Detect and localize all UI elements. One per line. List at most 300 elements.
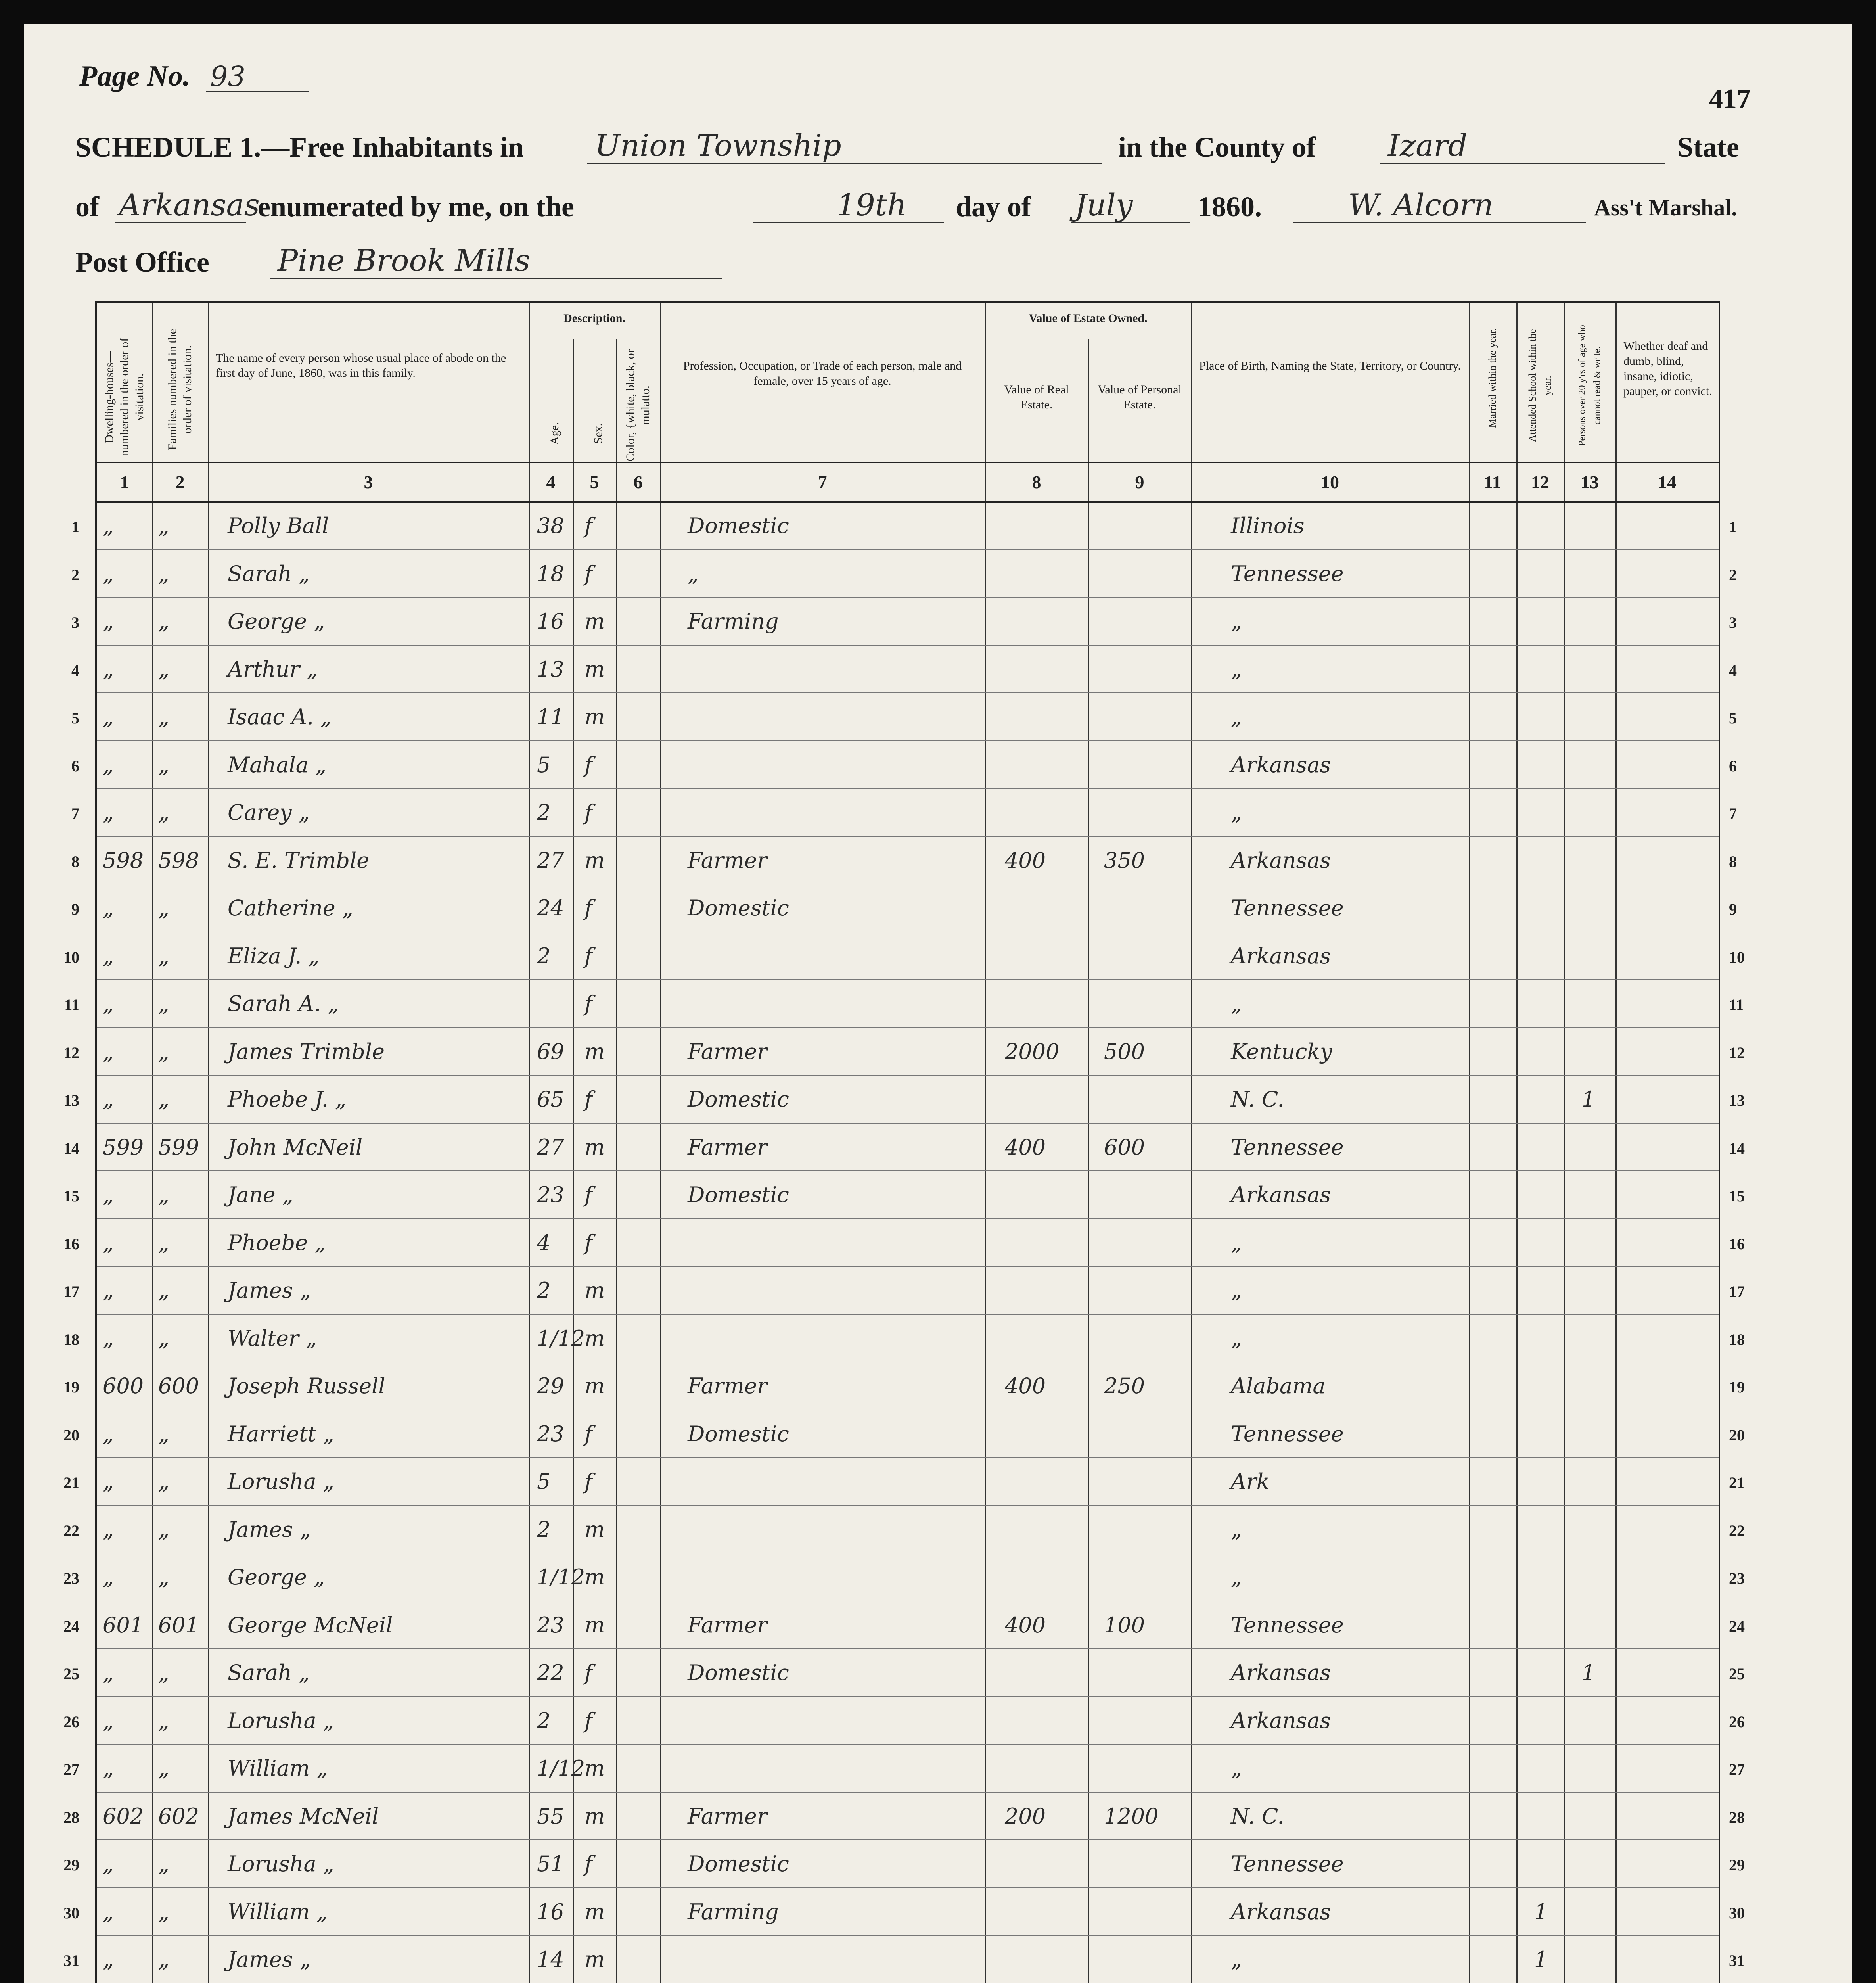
header-condition: Whether deaf and dumb, blind, insane, idiotic, pauper, or convict.: [1623, 339, 1712, 398]
birthplace-value: Tennessee: [1231, 1851, 1344, 1876]
age-value: 65: [537, 1087, 564, 1112]
col-divider: [1564, 303, 1565, 1983]
day-underline: [753, 222, 944, 223]
column-number: 10: [1321, 472, 1339, 492]
row-divider: [97, 979, 1719, 980]
row-divider: [97, 836, 1719, 837]
col-divider: [529, 303, 530, 1983]
row-number: 19: [63, 1378, 79, 1396]
person-name: S. E. Trimble: [228, 848, 370, 873]
personal-estate-value: 500: [1104, 1039, 1145, 1064]
col-divider: [573, 339, 574, 1983]
row-number: 2: [1729, 566, 1737, 584]
row-number: 18: [63, 1330, 79, 1348]
post-office-underline: [270, 278, 722, 279]
sex-value: m: [584, 1565, 605, 1590]
birthplace-value: „: [1231, 800, 1242, 825]
column-number: 1: [120, 472, 129, 492]
column-number: 13: [1581, 472, 1599, 492]
age-value: 2: [537, 800, 551, 825]
age-value: 51: [537, 1851, 564, 1876]
row-number: 1: [1729, 518, 1737, 536]
person-name: Sarah A. „: [228, 991, 339, 1016]
sex-value: m: [584, 1278, 605, 1303]
age-value: 23: [537, 1421, 564, 1446]
day-of-label: day of: [956, 191, 1031, 222]
school-mark: 1: [1534, 1899, 1548, 1924]
person-name: Lorusha „: [228, 1469, 334, 1494]
row-divider: [97, 1792, 1719, 1793]
sex-value: m: [584, 656, 605, 682]
state-underline: [115, 222, 246, 223]
row-number: 4: [71, 661, 79, 679]
age-value: 5: [537, 1469, 551, 1494]
row-number: 13: [63, 1091, 79, 1109]
row-number: 17: [1729, 1283, 1745, 1300]
header-real-estate: Value of Real Estate.: [1004, 383, 1069, 411]
header-dwelling: [97, 311, 152, 458]
family-number: „: [158, 991, 169, 1016]
real-estate-value: 400: [1005, 1373, 1046, 1398]
age-value: 22: [537, 1660, 564, 1685]
family-number: „: [158, 1469, 169, 1494]
personal-estate-value: 1200: [1104, 1803, 1159, 1829]
sex-value: f: [584, 561, 592, 586]
column-number: 11: [1484, 472, 1501, 492]
family-number: „: [158, 1421, 169, 1446]
occupation-value: Domestic: [688, 513, 789, 538]
occupation-value: Farmer: [688, 1134, 767, 1160]
age-value: 2: [537, 943, 551, 968]
birthplace-value: N. C.: [1231, 1803, 1284, 1829]
row-number: 31: [1729, 1952, 1745, 1970]
row-number: 13: [1729, 1091, 1745, 1109]
family-number: „: [158, 513, 169, 538]
header-family-text: Families numbered in the order of visitation.: [166, 329, 194, 450]
row-number: 25: [1729, 1665, 1745, 1683]
header-description: Description.: [563, 312, 625, 325]
row-number: 14: [1729, 1139, 1745, 1157]
birthplace-value: „: [1231, 609, 1242, 634]
family-number: „: [158, 943, 169, 968]
day-value: 19th: [837, 187, 907, 222]
row-number: 12: [1729, 1043, 1745, 1062]
dwelling-number: „: [103, 656, 114, 682]
real-estate-value: 400: [1005, 1612, 1046, 1638]
row-number: 5: [1729, 709, 1737, 727]
person-name: Sarah „: [228, 561, 310, 586]
occupation-value: Domestic: [688, 1851, 789, 1876]
family-number: „: [158, 1899, 169, 1924]
birthplace-value: Illinois: [1231, 513, 1305, 538]
col-divider: [1516, 303, 1518, 1983]
census-table: [95, 301, 1720, 1983]
sex-value: m: [584, 1756, 605, 1781]
occupation-value: Domestic: [688, 1660, 789, 1685]
column-number: 7: [818, 472, 827, 492]
birthplace-value: „: [1231, 991, 1242, 1016]
occupation-value: Farming: [688, 609, 779, 634]
family-number: „: [158, 1278, 169, 1303]
sex-value: m: [584, 704, 605, 729]
age-value: 16: [537, 1899, 564, 1924]
person-name: James Trimble: [228, 1039, 385, 1064]
real-estate-value: 400: [1005, 848, 1046, 873]
column-number: 5: [590, 472, 599, 492]
age-value: 5: [537, 752, 551, 777]
row-number: 21: [63, 1474, 79, 1492]
age-value: 1/12: [537, 1756, 585, 1781]
state-label: State: [1677, 131, 1739, 163]
birthplace-value: Ark: [1231, 1469, 1270, 1494]
header-cannot-read: Persons over 20 y'rs of age who cannot read & write.: [1577, 325, 1602, 446]
family-number: 599: [158, 1134, 199, 1160]
person-name: Jane „: [228, 1182, 293, 1207]
sex-value: m: [584, 1803, 605, 1829]
family-number: „: [158, 752, 169, 777]
header-occupation: Profession, Occupation, or Trade of each person, male and female, over 15 years of age.: [683, 359, 962, 387]
age-value: 27: [537, 848, 564, 873]
dwelling-number: „: [103, 1421, 114, 1446]
row-divider: [97, 597, 1719, 598]
col-divider: [616, 339, 617, 1983]
person-name: Sarah „: [228, 1660, 310, 1685]
row-divider: [97, 1027, 1719, 1028]
row-number: 3: [1729, 614, 1737, 631]
occupation-value: Farming: [688, 1899, 779, 1924]
row-number: 15: [1729, 1187, 1745, 1205]
row-divider: [97, 645, 1719, 646]
sex-value: m: [584, 1325, 605, 1351]
age-value: 23: [537, 1612, 564, 1638]
birthplace-value: Arkansas: [1231, 1660, 1331, 1685]
birthplace-value: Arkansas: [1231, 1899, 1331, 1924]
row-number: 10: [63, 948, 79, 966]
sex-value: m: [584, 1947, 605, 1972]
header-divider: [97, 462, 1719, 463]
row-number: 26: [1729, 1713, 1745, 1731]
age-value: 4: [537, 1230, 551, 1255]
age-value: 24: [537, 896, 564, 921]
row-number: 30: [63, 1904, 79, 1922]
age-value: 69: [537, 1039, 564, 1064]
sex-value: m: [584, 1612, 605, 1638]
family-number: „: [158, 1660, 169, 1685]
sex-value: f: [584, 1851, 592, 1876]
dwelling-number: „: [103, 704, 114, 729]
row-number: 7: [1729, 805, 1737, 823]
occupation-value: Domestic: [688, 896, 789, 921]
row-number: 3: [71, 614, 79, 631]
birthplace-value: Arkansas: [1231, 943, 1331, 968]
cannot-read-mark: 1: [1582, 1660, 1596, 1685]
county-value: Izard: [1388, 128, 1468, 163]
header-name: The name of every person whose usual place of abode on the first day of June, 1860, was in this family.: [216, 351, 506, 380]
header-birthplace: Place of Birth, Naming the State, Territory, or Country.: [1199, 359, 1461, 372]
row-divider: [97, 1887, 1719, 1888]
family-number: 602: [158, 1803, 199, 1829]
header-sex: Sex.: [592, 423, 605, 444]
person-name: Lorusha „: [228, 1851, 334, 1876]
row-divider: [97, 1648, 1719, 1649]
dwelling-number: „: [103, 1087, 114, 1112]
dwelling-number: „: [103, 1947, 114, 1972]
colnum-divider: [97, 501, 1719, 503]
col-divider: [208, 303, 209, 1983]
of-label: of: [75, 191, 99, 222]
header-age: Age.: [548, 422, 561, 445]
sex-value: m: [584, 1039, 605, 1064]
column-number: 4: [546, 472, 556, 492]
row-number: 25: [63, 1665, 79, 1683]
row-number: 24: [63, 1617, 79, 1635]
row-number: 11: [64, 996, 79, 1014]
age-value: 13: [537, 656, 564, 682]
birthplace-value: „: [1231, 1565, 1242, 1590]
family-number: „: [158, 1039, 169, 1064]
sex-value: f: [584, 752, 592, 777]
sex-value: f: [584, 1230, 592, 1255]
header-married: Married within the year.: [1487, 328, 1498, 428]
sex-value: f: [584, 1469, 592, 1494]
dwelling-number: „: [103, 943, 114, 968]
county-label: in the County of: [1118, 131, 1316, 163]
occupation-value: Farmer: [688, 1373, 767, 1398]
sex-value: m: [584, 609, 605, 634]
row-divider: [97, 788, 1719, 789]
dwelling-number: „: [103, 800, 114, 825]
row-number: 27: [63, 1761, 79, 1778]
dwelling-number: „: [103, 561, 114, 586]
state-value: Arkansas: [119, 187, 260, 222]
birthplace-value: Kentucky: [1231, 1039, 1332, 1064]
header-family: [152, 311, 208, 458]
row-number: 20: [63, 1426, 79, 1444]
page-number: 417: [1709, 84, 1751, 114]
dwelling-number: 600: [103, 1373, 144, 1398]
row-number: 28: [63, 1808, 79, 1826]
marshal-underline: [1293, 222, 1586, 223]
person-name: Phoebe J. „: [228, 1087, 347, 1112]
sex-value: f: [584, 943, 592, 968]
page-no-label: Page No.: [79, 60, 190, 92]
row-number: 18: [1729, 1330, 1745, 1348]
real-estate-value: 200: [1005, 1803, 1046, 1829]
family-number: 600: [158, 1373, 199, 1398]
person-name: Walter „: [228, 1325, 317, 1351]
occupation-value: Farmer: [688, 848, 767, 873]
header-personal-estate: Value of Personal Estate.: [1098, 383, 1182, 411]
person-name: James McNeil: [228, 1803, 379, 1829]
birthplace-value: Tennessee: [1231, 896, 1344, 921]
column-number: 2: [175, 472, 185, 492]
year-value: 1860.: [1198, 191, 1262, 222]
column-number: 3: [364, 472, 373, 492]
person-name: Joseph Russell: [228, 1373, 385, 1398]
birthplace-value: Arkansas: [1231, 848, 1331, 873]
family-number: „: [158, 1517, 169, 1542]
county-underline: [1380, 163, 1665, 164]
township-value: Union Township: [595, 128, 841, 163]
row-number: 30: [1729, 1904, 1745, 1922]
row-divider: [97, 740, 1719, 741]
column-number: 8: [1032, 472, 1041, 492]
row-divider: [97, 1123, 1719, 1124]
header-color: Color, {white, black, or mulatto.: [624, 349, 652, 462]
family-number: „: [158, 896, 169, 921]
row-number: 29: [1729, 1856, 1745, 1874]
dwelling-number: „: [103, 1756, 114, 1781]
row-number: 8: [71, 852, 79, 871]
age-value: 14: [537, 1947, 564, 1972]
marshal-label: Ass't Marshal.: [1594, 195, 1737, 221]
col-divider: [1088, 339, 1089, 1983]
dwelling-number: „: [103, 752, 114, 777]
birthplace-value: „: [1231, 1947, 1242, 1972]
row-divider: [97, 1314, 1719, 1315]
census-sheet: [24, 24, 1852, 1983]
row-number: 31: [63, 1952, 79, 1970]
family-number: „: [158, 1756, 169, 1781]
family-number: 601: [158, 1612, 199, 1638]
birthplace-value: Tennessee: [1231, 561, 1344, 586]
family-number: „: [158, 1947, 169, 1972]
dwelling-number: „: [103, 1708, 114, 1733]
personal-estate-value: 250: [1104, 1373, 1145, 1398]
personal-estate-value: 600: [1104, 1134, 1145, 1160]
dwelling-number: „: [103, 1039, 114, 1064]
row-divider: [97, 1218, 1719, 1219]
dwelling-number: „: [103, 991, 114, 1016]
person-name: Catherine „: [228, 896, 353, 921]
row-number: 26: [63, 1713, 79, 1731]
col-divider: [985, 303, 986, 1983]
row-number: 16: [63, 1235, 79, 1253]
birthplace-value: Arkansas: [1231, 752, 1331, 777]
sex-value: m: [584, 848, 605, 873]
age-value: 55: [537, 1803, 564, 1829]
row-number: 19: [1729, 1378, 1745, 1396]
dwelling-number: 598: [103, 848, 144, 873]
personal-estate-value: 350: [1104, 848, 1145, 873]
sex-value: f: [584, 896, 592, 921]
column-number: 12: [1531, 472, 1549, 492]
person-name: William „: [228, 1756, 328, 1781]
post-office-label: Post Office: [75, 246, 209, 278]
school-mark: 1: [1534, 1947, 1548, 1972]
person-name: Polly Ball: [228, 513, 329, 538]
family-number: „: [158, 1182, 169, 1207]
row-divider: [97, 1696, 1719, 1697]
row-number: 9: [71, 900, 79, 918]
row-number: 10: [1729, 948, 1745, 966]
row-number: 23: [1729, 1569, 1745, 1587]
birthplace-value: „: [1231, 704, 1242, 729]
family-number: „: [158, 800, 169, 825]
sex-value: f: [584, 991, 592, 1016]
occupation-value: Domestic: [688, 1087, 789, 1112]
page-no-underline: [206, 91, 309, 92]
family-number: „: [158, 609, 169, 634]
dwelling-number: „: [103, 1517, 114, 1542]
row-number: 14: [63, 1139, 79, 1157]
family-number: „: [158, 1230, 169, 1255]
row-number: 24: [1729, 1617, 1745, 1635]
occupation-value: Farmer: [688, 1612, 767, 1638]
birthplace-value: „: [1231, 1325, 1242, 1351]
birthplace-value: Arkansas: [1231, 1708, 1331, 1733]
occupation-value: Farmer: [688, 1803, 767, 1829]
birthplace-value: Tennessee: [1231, 1421, 1344, 1446]
page-no-value: 93: [210, 60, 246, 93]
row-divider: [97, 549, 1719, 550]
age-value: 1/12: [537, 1565, 585, 1590]
person-name: George „: [228, 1565, 325, 1590]
row-divider: [97, 1457, 1719, 1458]
row-number: 16: [1729, 1235, 1745, 1253]
person-name: James „: [228, 1278, 311, 1303]
row-number: 22: [1729, 1521, 1745, 1540]
row-divider: [97, 1744, 1719, 1745]
dwelling-number: „: [103, 1469, 114, 1494]
row-number: 17: [63, 1283, 79, 1300]
sex-value: f: [584, 513, 592, 538]
row-number: 23: [63, 1569, 79, 1587]
dwelling-number: „: [103, 1565, 114, 1590]
occupation-value: Domestic: [688, 1421, 789, 1446]
family-number: „: [158, 704, 169, 729]
personal-estate-value: 100: [1104, 1612, 1145, 1638]
real-estate-value: 400: [1005, 1134, 1046, 1160]
age-value: 23: [537, 1182, 564, 1207]
post-office-value: Pine Brook Mills: [278, 243, 531, 278]
birthplace-value: „: [1231, 656, 1242, 682]
col-divider: [660, 303, 661, 1983]
row-number: 9: [1729, 900, 1737, 918]
township-underline: [587, 163, 1102, 164]
schedule-title: SCHEDULE 1.—Free Inhabitants in: [75, 131, 524, 163]
row-number: 27: [1729, 1761, 1745, 1778]
person-name: George McNeil: [228, 1612, 393, 1638]
occupation-value: „: [688, 561, 699, 586]
row-number: 6: [1729, 757, 1737, 775]
birthplace-value: „: [1231, 1756, 1242, 1781]
birthplace-value: „: [1231, 1517, 1242, 1542]
dwelling-number: „: [103, 609, 114, 634]
person-name: Isaac A. „: [228, 704, 332, 729]
column-number: 14: [1658, 472, 1676, 492]
person-name: Phoebe „: [228, 1230, 326, 1255]
row-number: 1: [71, 518, 79, 536]
person-name: James „: [228, 1947, 311, 1972]
dwelling-number: 599: [103, 1134, 144, 1160]
sex-value: f: [584, 1182, 592, 1207]
birthplace-value: Tennessee: [1231, 1612, 1344, 1638]
family-number: „: [158, 1708, 169, 1733]
dwelling-number: „: [103, 1230, 114, 1255]
occupation-value: Domestic: [688, 1182, 789, 1207]
family-number: „: [158, 656, 169, 682]
family-number: 598: [158, 848, 199, 873]
person-name: Lorusha „: [228, 1708, 334, 1733]
header-dwelling-text: Dwelling-houses—numbered in the order of visitation.: [103, 338, 146, 456]
cannot-read-mark: 1: [1582, 1087, 1596, 1112]
row-divider: [97, 1170, 1719, 1171]
person-name: John McNeil: [228, 1134, 363, 1160]
header-estate: Value of Estate Owned.: [1029, 312, 1148, 325]
age-value: 2: [537, 1708, 551, 1733]
family-number: „: [158, 1565, 169, 1590]
